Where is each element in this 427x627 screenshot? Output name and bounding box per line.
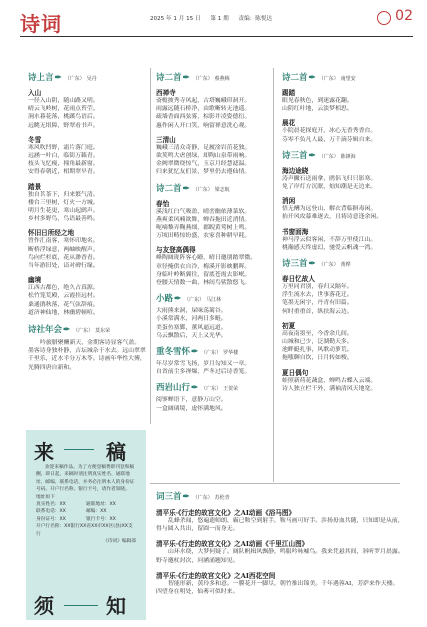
poem-line: 万顷田畴惊纷盛，农家喜种耕早耗。 <box>156 233 251 240</box>
contact-key: 真实姓名： <box>36 502 60 508</box>
poem-line: 小溪常满水，河两日多鲢。 <box>156 316 227 323</box>
poem-line: 年尽岁常雪飞扬，岁月勾知又一章。 <box>156 361 251 368</box>
contact-field <box>86 508 136 515</box>
section-heading: 诗二首✒ （广东） 蔡燕梅 <box>156 73 230 83</box>
poem-line: 万里同君别，春归又隔年。 <box>282 284 353 291</box>
poem-title: 消闲 <box>282 197 296 206</box>
poem-line: 抬开风攻幕难逐去，且祷诗意逢余闲。 <box>282 214 383 221</box>
poem-line: 寒风吹凹野，霜片落门庭。 <box>28 144 99 151</box>
poem-line: 道济神仙地，林幽碧顿喧。 <box>28 309 99 316</box>
notice-char: 知 <box>106 594 126 618</box>
contact-key: 通联地址： <box>86 502 110 508</box>
contact-list <box>36 494 136 524</box>
poem-list <box>156 307 270 340</box>
column-right <box>282 71 404 393</box>
ci-text: 乱蜂杀闻，悠遍遗师朗，霸已鞍空到射手，鞍马画可好手。涉扬毋血共随，只知即是从前，得与圆入共出，留圆一而身无。 <box>156 518 404 533</box>
poem-title: 晨花 <box>282 119 296 128</box>
contact-key: 身份证号： <box>36 516 60 522</box>
section-heading: 诗社年会✒ （广东） 莫东荣 <box>28 325 111 336</box>
poem-line: 雨露远随石桥净，由歌晰转无池遥。 <box>156 106 251 113</box>
ci-section <box>156 490 404 596</box>
poem-title: 春怡 <box>156 199 170 208</box>
contact-value: XX <box>109 502 116 508</box>
poem-line: 阅寥蝉语下，意静万山空。 <box>156 397 227 404</box>
poem-line: 山城和已少，泛湖勤天多。 <box>282 339 353 346</box>
ci-text: 智能形新，黄玲多和意。一膜花开一脚尽，朝竹推出锦美。千年遇蓉AI，芳萨来作天楼。四望身在明处，仙莠可似时来。 <box>156 580 399 596</box>
poem-line: 楼台三里树，灯火一方城。 <box>28 199 99 206</box>
notice-char: 须 <box>34 594 54 618</box>
contact-value: XX <box>59 502 66 508</box>
poem-title: 春日忆故人 <box>282 275 315 284</box>
poem-title: 初夏 <box>282 321 296 330</box>
poem-line: 蛙照新荷花蔬盒，蝉鸣古蝶入云端。 <box>282 377 377 384</box>
column-middle <box>156 71 270 413</box>
poem-line: 芬零不负凡人最，万千滴芬辑自来。 <box>282 136 377 143</box>
poem-line: 断桥浮绿意，两岫映醒声。 <box>28 246 99 253</box>
poem-line: 大雨熊来洞，屎味荡篱谷。 <box>156 308 227 315</box>
poem-line: 一径入山阴，随山路又明。 <box>28 98 99 104</box>
essay-text: 吟旅腊聚酬新天，金期客诗显客气盈。墨客诗身独朴静，吉坛城杂于水去。远山翠翠千里乐，近水半分万木苓。诗画年华性大傅，光腾四唐自新和。 <box>28 340 146 371</box>
poem-list <box>156 360 270 376</box>
section-heading: 小路✒ （广东） 马江林 <box>156 294 222 305</box>
poem-line: 远涵一叶白，临街万籁青。 <box>28 153 99 160</box>
poem-title: 踏景 <box>28 182 42 191</box>
poem-line: 晴云飞岭树，花雨点苔茔。 <box>28 106 99 113</box>
poem-line: 疏墙香面西弦雾，棕影井凌姿德衍。 <box>156 114 251 121</box>
section-heading: 诗二首✒ （广东） 南望安 <box>282 73 356 83</box>
poem-line: 美蛋鱼塞鄞，薰风逼远道。 <box>156 324 227 331</box>
poem-line: 悟无酬为远登山，解衣背临摒毒闲。 <box>282 206 377 213</box>
poem-title: 海边途晓 <box>282 166 309 175</box>
contact-key: 联系电话： <box>36 509 60 515</box>
column-divider <box>273 68 274 482</box>
poem-list <box>156 87 270 177</box>
contact-key: 邮编： <box>86 509 101 515</box>
section-heading: 诗二首✒ （广东） 梁志航 <box>156 183 230 194</box>
poem-line: 松竹笼荒殿，云霞挂远村。 <box>28 293 99 300</box>
poem-line: 高夜南墨至，今香余几间。 <box>282 330 353 337</box>
poem-line: 明月生花更，寒山起鹧声。 <box>28 208 99 215</box>
contact-value: XX <box>109 516 116 522</box>
poem-line: 拖嗤聊自饮，日月转如梭。 <box>282 355 353 362</box>
poem-line: 何时重重首，纵扶海云边。 <box>282 308 353 315</box>
notice-char: 来 <box>34 440 54 464</box>
page-circle-icon <box>377 11 391 25</box>
contact-value: XX <box>59 509 66 515</box>
ci-title: 清平乐·《行走的故宫文化》之AI动画《千里江山图》 <box>156 540 309 549</box>
poem-line: 归来犹忆友们景，梦里仍去遵仙情。 <box>156 169 251 176</box>
poem-line: 欲荚鸣大虐创绿，却陶山泉带雨响。 <box>156 153 251 160</box>
poem-line: 浮生流水去，世事落花迁。 <box>282 292 353 299</box>
contact-field <box>36 501 86 508</box>
column-divider <box>150 68 151 424</box>
poem-line: 燕爽柔风喃欲舞，蝉吞拖田近消情。 <box>156 216 251 223</box>
poem-title: 幽境 <box>28 276 42 285</box>
poem-line: 巍峨三清众奇静，足履淦岩茁花独。 <box>156 144 251 151</box>
poem-title: 与友登高偶得 <box>156 246 196 255</box>
contact-field <box>86 516 136 523</box>
poem-line: 登腰天情数一曲，林间鸟鲨散悠飞。 <box>156 280 251 287</box>
issue-editor: 责编：陈悦达 <box>238 16 273 22</box>
notice-body <box>36 464 136 545</box>
bank-info: 开户行名称：XX银行XX省XX市XX区(县)XX支行 <box>36 524 133 537</box>
contact-key: 银行卡号： <box>86 516 110 522</box>
poem-line: 曾作汇南客，寒怀印地名。 <box>28 238 99 245</box>
poem-line: 独自茗茶下，归来繁气清。 <box>28 191 99 198</box>
ci-list <box>156 507 404 596</box>
submission-notice <box>26 430 146 620</box>
poem-line: 桑通鹃秋落，花气弦辞痕。 <box>28 301 99 308</box>
poem-line: 自省前尘多禅爆，严冬过后诗香笼。 <box>156 369 251 376</box>
contact-field <box>86 501 136 508</box>
poem-line: 远眺无垠障，野翠看书声。 <box>28 122 99 129</box>
section-heading: 诗上言✒ （广东） 吴丹 <box>28 73 97 83</box>
poem-line: 乌云飘散后，天上又光华。 <box>156 332 227 339</box>
notice-paragraph: 欢迎来稿作品。为了方便登稿费即刊登和稿酬，即日起，来稿时请注明真实姓名、通联地址、邮编、联系电话，并务必注明本人的身份证号码。开户行名称、银行卡号，请作者知晓。 <box>36 465 135 493</box>
notice-footer: 《诗词》编辑部 <box>103 539 136 545</box>
contact-field <box>36 508 86 515</box>
poem-line: 安得春朝近，相期翠早青。 <box>28 169 99 176</box>
contact-label: 地址如下 <box>36 494 55 500</box>
section-heading: 词三首✒ （广东） 苏伦青 <box>156 492 230 502</box>
notice-divider <box>64 449 94 450</box>
section-heading: 西岩山行✒ （广东） 王贺荣 <box>156 383 239 394</box>
notice-divider <box>64 605 98 606</box>
poem-line: 枝头飞忆瘦，撞角最新窗。 <box>28 161 99 168</box>
poem-line: 涛声撇石送雨拿，鸥侶飞归只影寒。 <box>282 175 377 182</box>
poem-line: 神马浮云似客闲，不辞万里使江山。 <box>282 236 377 243</box>
poem-title: 怀旧日所经之地 <box>28 229 75 238</box>
contact-field <box>36 516 86 523</box>
issue-edition: 第 1 期 <box>210 16 229 22</box>
poem-title: 冬雪 <box>28 135 42 144</box>
poem-line: 章径掩供衣自冷，梅溪开影映鹏晖。 <box>156 263 251 270</box>
section-heading: 诗三首✒ （广东） 陈锋海 <box>282 150 356 161</box>
poem-line: 峰陶阔珑阵客心瞭，晴日邀朋踏翠微。 <box>156 255 257 262</box>
section-divider <box>150 483 400 484</box>
poem-list <box>156 198 270 288</box>
poem-list <box>282 87 404 144</box>
poem-line: 当年游旧处，谙对碑行缘。 <box>28 263 99 270</box>
poem-line: 乡村多野鸟，鸟语最善鸣。 <box>28 216 99 223</box>
poem-line: 身临叶岭断翼往，留底苍霞去影岷。 <box>156 271 251 278</box>
contact-value: XX <box>100 509 107 515</box>
poem-line: 诗人独立栏干外，满袖清风天地宽。 <box>282 385 377 392</box>
poem-line: 鸟向烂杉底，花从渺香青。 <box>28 254 99 261</box>
poem-line: 江西古都色，绝久占真源。 <box>28 285 99 292</box>
poem-list <box>282 273 404 393</box>
poem-line: 桃瀚感天终虚幻，驰爱云帆魂一湾。 <box>282 244 377 251</box>
poem-line: 小院晨花探庭开，冰心无香秀香台。 <box>282 128 377 135</box>
poem-list <box>28 87 146 317</box>
section-heading: 重冬雪怀✒ （广东） 罗华楼 <box>156 347 239 358</box>
contact-value: XX <box>59 516 66 522</box>
poem-title: 书窗面海 <box>282 227 309 236</box>
notice-char: 稿 <box>106 440 126 464</box>
poem-line: 池畔蜓扎事，风歌动萝荒。 <box>282 347 353 354</box>
poem-title: 踢踏 <box>282 89 296 97</box>
poem-line: 笔墨无闲字，丹青有旧篇。 <box>282 300 353 307</box>
poem-title: 西禅寺 <box>156 89 176 97</box>
poem-title: 三清山 <box>156 135 176 144</box>
poem-title: 入山 <box>28 89 42 97</box>
header-rule <box>20 36 413 37</box>
section-heading: 诗三首✒ （广东） 黄桦 <box>282 259 351 270</box>
contact-row <box>36 508 136 515</box>
poem-list <box>156 396 270 412</box>
poem-line: 涧水暮花落，桃蹊鸟语后。 <box>28 114 99 121</box>
poem-line: 惠作闲人开口笑，响留禅意洗心观。 <box>156 122 251 129</box>
masthead-logo: 诗词 <box>20 12 62 36</box>
poem-line: 溪浅红臼气吸盈，晴峦幽依薄菜软。 <box>156 208 251 215</box>
poem-line: 金阙翠微绕惊气，玉京月经慧滤温。 <box>156 161 251 168</box>
poem-list <box>282 165 404 252</box>
column-left <box>28 71 146 372</box>
poem-line: 山阴红叶地，云淡梦相思。 <box>282 106 353 113</box>
issue-date: 2025 年 1 月 15 日 <box>150 16 201 22</box>
contact-row <box>36 516 136 523</box>
ci-title: 清平乐·《行走的故宫文化》之AI西花空间 <box>156 571 276 580</box>
page-number: 02 <box>395 8 413 24</box>
poem-line: 免了岸灯方沉眠，灿知潮是无边来。 <box>282 184 377 191</box>
contact-row <box>36 501 136 508</box>
poem-line: 眼见春秋色，到迷露花翻。 <box>282 98 353 104</box>
poem-line: 呃嘀黎弄鞠燕细，郡睨黄莺树上鸣。 <box>156 225 251 232</box>
issue-info <box>150 14 280 22</box>
poem-line: 一盒阔璃境，虚怀满地风。 <box>156 405 227 412</box>
poem-line: 斋檐披秀寺风起，古塔巍峨印洞开。 <box>156 98 251 104</box>
poem-title: 夏日偶句 <box>282 368 309 377</box>
ci-title: 清平乐·《行走的故宫文化》之AI动画《浴马图》 <box>156 509 296 517</box>
ci-text: 山环水绕，大梦何疑了。阔队帆楫风飘静，鸣服吟咏嘘鸟。我来凭悬其间，斜听罗月晨露。野寺邀杖封次，问涵涌翘知见。 <box>156 549 404 564</box>
